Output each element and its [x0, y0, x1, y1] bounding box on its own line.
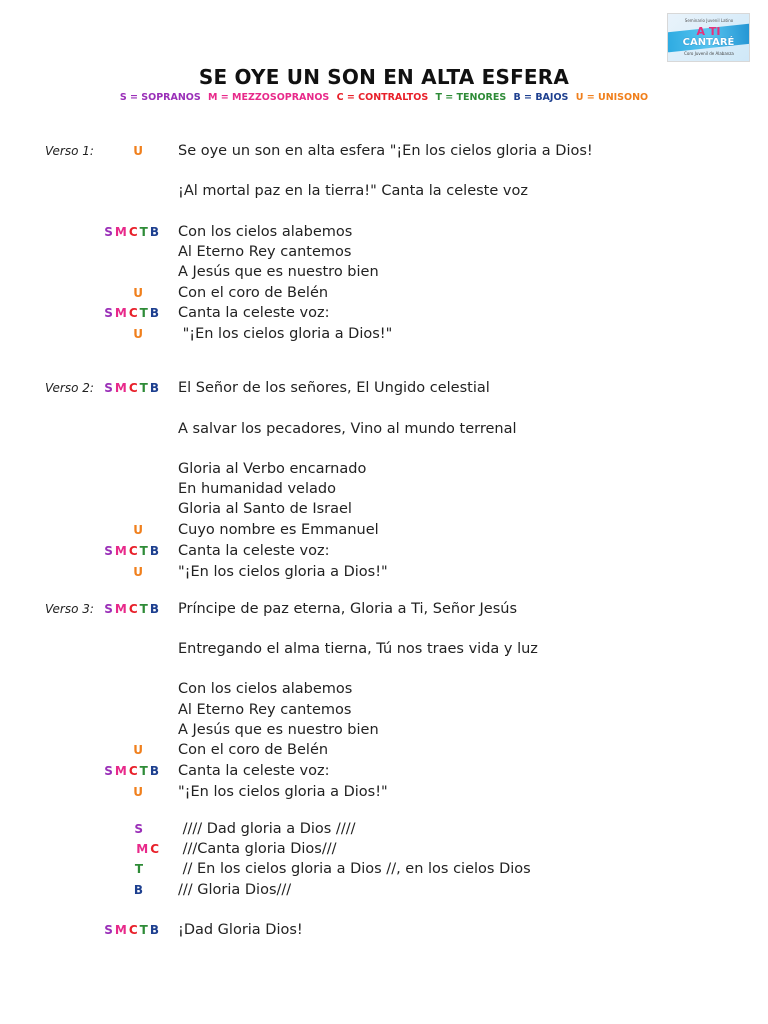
- lyric-line: [0, 920, 768, 940]
- voice-marker-b: B: [149, 764, 159, 778]
- lyric-text: "¡En los cielos gloria a Dios!": [178, 564, 388, 580]
- voice-marker-t: T: [139, 602, 148, 616]
- voice-markers: [63, 740, 143, 760]
- lyric-text: Entregando el alma tierna, Tú nos traes vida y luz: [178, 641, 538, 657]
- lyric-text: A Jesús que es nuestro bien: [178, 264, 379, 280]
- voice-marker-s: S: [104, 923, 113, 937]
- voice-marker-u: U: [133, 565, 143, 579]
- lyric-text: "¡En los cielos gloria a Dios!": [178, 784, 388, 800]
- voice-marker-s: S: [104, 225, 113, 239]
- voice-marker-u: U: [133, 286, 143, 300]
- voice-marker-b: B: [149, 225, 159, 239]
- voice-marker-m: M: [114, 306, 127, 320]
- lyric-line: [0, 761, 768, 781]
- voice-marker-c: C: [128, 764, 138, 778]
- logo-line-2: CANTARÉ: [682, 37, 735, 48]
- voice-marker-u: U: [133, 523, 143, 537]
- voice-markers: [79, 303, 159, 323]
- voice-marker-c: C: [150, 842, 159, 856]
- voice-markers: [79, 222, 159, 242]
- legend-bajos: B = BAJOS: [513, 92, 569, 103]
- lyric-text: Gloria al Santo de Israel: [178, 501, 352, 517]
- voice-marker-c: C: [128, 381, 138, 395]
- voice-marker-t: T: [134, 862, 143, 876]
- lyric-text: ¡Dad Gloria Dios!: [178, 922, 303, 938]
- voice-marker-b: B: [149, 306, 159, 320]
- lyric-line: [0, 599, 768, 619]
- voice-legend: [0, 91, 768, 105]
- voice-markers: [63, 859, 143, 879]
- lyric-text: Se oye un son en alta esfera "¡En los cielos gloria a Dios!: [178, 143, 593, 159]
- voice-markers: [63, 819, 143, 839]
- choir-logo: [667, 13, 750, 62]
- lyric-text: Canta la celeste voz:: [178, 763, 330, 779]
- voice-marker-s: S: [104, 544, 113, 558]
- lyric-line: [0, 782, 768, 802]
- voice-marker-t: T: [139, 764, 148, 778]
- voice-marker-t: T: [139, 923, 148, 937]
- lyric-line: [0, 283, 768, 303]
- lyric-line: [0, 262, 768, 282]
- lyric-text: En humanidad velado: [178, 481, 336, 497]
- lyric-line: [0, 459, 768, 479]
- voice-markers: [79, 839, 159, 859]
- lyric-line: [0, 378, 768, 398]
- lyric-text: Al Eterno Rey cantemos: [178, 244, 352, 260]
- verse-label: Verso 3:: [45, 602, 94, 616]
- voice-marker-t: T: [139, 225, 148, 239]
- lyric-text: ¡Al mortal paz en la tierra!" Canta la celeste voz: [178, 183, 528, 199]
- song-title: SE OYE UN SON EN ALTA ESFERA: [198, 65, 570, 89]
- voice-marker-b: B: [149, 602, 159, 616]
- voice-marker-c: C: [128, 225, 138, 239]
- lyric-text: Gloria al Verbo encarnado: [178, 461, 367, 477]
- voice-marker-t: T: [139, 381, 148, 395]
- lyric-text: El Señor de los señores, El Ungido celestial: [178, 380, 490, 396]
- lyric-line: [0, 181, 768, 201]
- voice-marker-m: M: [114, 381, 127, 395]
- voice-marker-m: M: [136, 842, 149, 856]
- voice-marker-b: B: [133, 883, 143, 897]
- lyric-line: [0, 679, 768, 699]
- voice-marker-b: B: [149, 923, 159, 937]
- lyric-text: "¡En los cielos gloria a Dios!": [178, 326, 393, 342]
- lyric-line: [0, 222, 768, 242]
- voice-marker-t: T: [139, 306, 148, 320]
- lyric-text: Con los cielos alabemos: [178, 224, 353, 240]
- logo-subtitle: Coro Juvenil de Alabanza: [684, 51, 734, 56]
- voice-marker-c: C: [128, 544, 138, 558]
- lyric-line: [0, 479, 768, 499]
- lyric-line: [0, 740, 768, 760]
- voice-marker-u: U: [133, 327, 143, 341]
- voice-marker-m: M: [114, 225, 127, 239]
- voice-marker-m: M: [114, 602, 127, 616]
- lyric-text: Con el coro de Belén: [178, 742, 329, 758]
- lyric-text: // En los cielos gloria a Dios //, en los cielos Dios: [178, 861, 531, 877]
- voice-markers: [63, 283, 143, 303]
- voice-markers: [63, 562, 143, 582]
- lyric-text: A Jesús que es nuestro bien: [178, 722, 379, 738]
- lyric-line: [0, 700, 768, 720]
- lyric-line: [0, 819, 768, 839]
- voice-marker-s: S: [134, 822, 143, 836]
- legend-contraltos: C = CONTRALTOS: [336, 92, 429, 103]
- voice-markers: [79, 920, 159, 940]
- lyric-line: [0, 520, 768, 540]
- lyric-line: [0, 541, 768, 561]
- lyric-line: [0, 242, 768, 262]
- voice-marker-s: S: [104, 764, 113, 778]
- lyric-text: Cuyo nombre es Emmanuel: [178, 522, 379, 538]
- lyric-text: ///Canta gloria Dios///: [178, 841, 337, 857]
- lyric-text: Príncipe de paz eterna, Gloria a Ti, Señor Jesús: [178, 601, 518, 617]
- voice-markers: [63, 782, 143, 802]
- voice-markers: [79, 541, 159, 561]
- legend-mezzosopranos: M = MEZZOSOPRANOS: [208, 92, 330, 103]
- voice-markers: [79, 761, 159, 781]
- voice-marker-s: S: [104, 306, 113, 320]
- voice-markers: [63, 880, 143, 900]
- voice-marker-t: T: [139, 544, 148, 558]
- lyric-text: Con el coro de Belén: [178, 285, 329, 301]
- lyric-line: [0, 880, 768, 900]
- voice-marker-b: B: [149, 381, 159, 395]
- lyric-line: [0, 839, 768, 859]
- voice-marker-c: C: [128, 306, 138, 320]
- legend-sopranos: S = SOPRANOS: [119, 92, 201, 103]
- verse-label: Verso 2:: [45, 381, 94, 395]
- voice-markers: [63, 324, 143, 344]
- lyric-line: [0, 562, 768, 582]
- lyric-line: [0, 720, 768, 740]
- voice-marker-c: C: [128, 602, 138, 616]
- lyric-line: [0, 419, 768, 439]
- lyric-line: [0, 859, 768, 879]
- lyric-line: [0, 324, 768, 344]
- lyric-text: Canta la celeste voz:: [178, 543, 330, 559]
- lyric-line: [0, 639, 768, 659]
- logo-top-text: Seminario Juvenil Latino: [684, 18, 734, 23]
- legend-tenores: T = TENORES: [435, 92, 507, 103]
- lyric-text: Con los cielos alabemos: [178, 681, 353, 697]
- voice-marker-c: C: [128, 923, 138, 937]
- voice-marker-s: S: [104, 381, 113, 395]
- logo-line-1: A TI: [696, 25, 721, 38]
- voice-marker-m: M: [114, 764, 127, 778]
- voice-marker-m: M: [114, 544, 127, 558]
- legend-unisono: U = UNISONO: [575, 92, 649, 103]
- lyric-line: [0, 499, 768, 519]
- lyric-text: Al Eterno Rey cantemos: [178, 702, 352, 718]
- voice-markers: [63, 141, 143, 161]
- voice-marker-m: M: [114, 923, 127, 937]
- voice-markers: [79, 378, 159, 398]
- voice-markers: [79, 599, 159, 619]
- lyric-line: [0, 303, 768, 323]
- voice-marker-u: U: [133, 743, 143, 757]
- lyric-line: [0, 141, 768, 161]
- lyric-text: //// Dad gloria a Dios ////: [178, 821, 356, 837]
- voice-marker-s: S: [104, 602, 113, 616]
- lyric-text: Canta la celeste voz:: [178, 305, 330, 321]
- lyric-text: /// Gloria Dios///: [178, 882, 292, 898]
- voice-marker-u: U: [133, 144, 143, 158]
- verse-label: Verso 1:: [45, 144, 94, 158]
- voice-markers: [63, 520, 143, 540]
- lyric-text: A salvar los pecadores, Vino al mundo terrenal: [178, 421, 517, 437]
- voice-marker-b: B: [149, 544, 159, 558]
- voice-marker-u: U: [133, 785, 143, 799]
